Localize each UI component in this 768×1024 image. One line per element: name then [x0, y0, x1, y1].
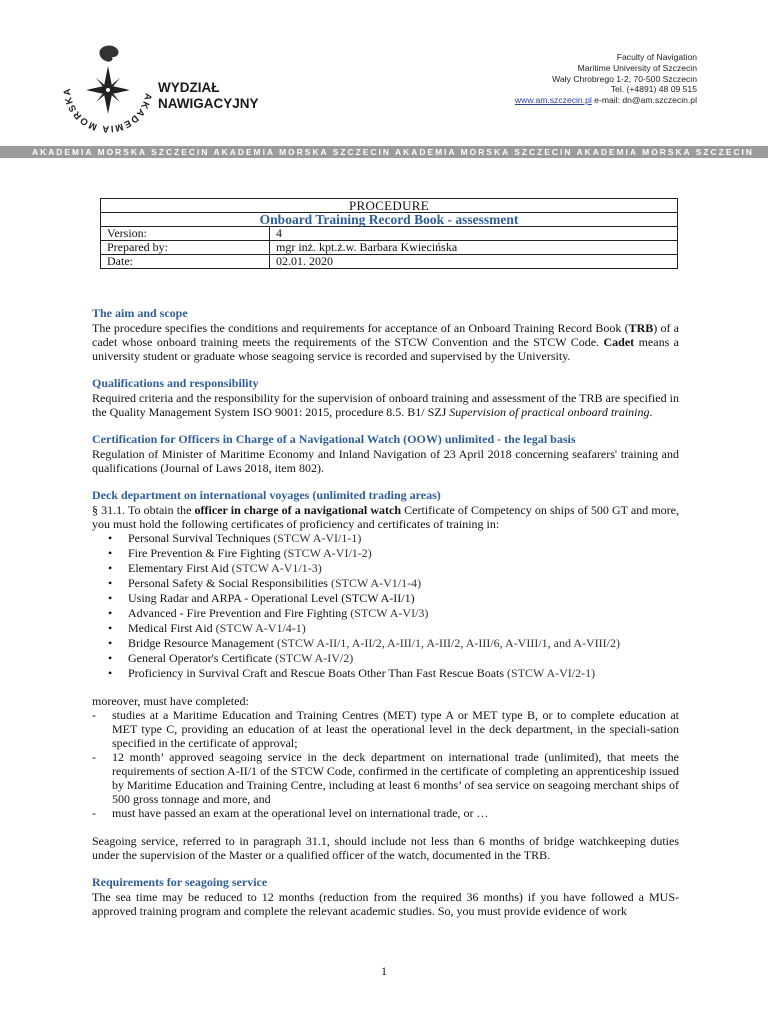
- university-logo: [62, 40, 262, 135]
- list-item: • Advanced - Fire Prevention and Fire Fighting (STCW A-VI/3): [128, 606, 679, 621]
- row-label: Version:: [101, 227, 270, 241]
- qualifications-heading: Qualifications and responsibility: [92, 376, 259, 390]
- requirements-paragraph: The sea time may be reduced to 12 months (reduction from the required 36 months) if you have followed a MUS-approved training program and complete the relevant academic studies. So, you must provide evidence of work: [92, 890, 679, 918]
- page-number: 1: [381, 964, 387, 978]
- moreover-line: moreover, must have completed:: [92, 694, 249, 708]
- aim-paragraph: The procedure specifies the conditions and requirements for acceptance of an Onboard Training Record Book (TRB) of a cadet whose onboard training meets the requirements of the STCW Convention and the STCW Code. Cadet means a university student or graduate whose seagoing service is recorded and supervised by the University.: [92, 321, 680, 363]
- list-item: • Bridge Resource Management (STCW A-II/1, A-II/2, A-III/1, A-III/2, A-III/6, A-VIII/1, and A-VIII/2): [128, 636, 679, 651]
- list-item: • Elementary First Aid (STCW A-V1/1-3): [128, 561, 679, 576]
- row-value: 02.01. 2020: [270, 255, 678, 269]
- list-item: • Personal Safety & Social Responsibilities (STCW A-V1/1-4): [128, 576, 679, 591]
- compass-seal-icon: [62, 40, 262, 135]
- list-item: • Personal Survival Techniques (STCW A-VI/1-1): [128, 531, 679, 546]
- list-item: • General Operator's Certificate (STCW A-IV/2): [128, 651, 679, 666]
- deck-heading: Deck department on international voyages (unlimited trading areas): [92, 488, 441, 502]
- street-address: Wały Chrobrego 1-2, 70-500 Szczecin: [552, 73, 697, 84]
- procedure-table: [100, 198, 678, 269]
- logo-line2: NAWIGACYJNY: [158, 96, 259, 111]
- header-banner: AKADEMIA MORSKA SZCZECIN AKADEMIA MORSKA SZCZECIN AKADEMIA MORSKA SZCZECIN AKADEMIA MORSKA SZCZECIN: [0, 146, 768, 158]
- email: e-mail: dn@am.szczecin.pl: [591, 95, 697, 106]
- list-item: - must have passed an exam at the operational level on international trade, or …: [92, 806, 679, 820]
- certificate-list: [92, 531, 679, 681]
- deck-paragraph: § 31.1. To obtain the officer in charge of a navigational watch Certificate of Competency on ships of 500 GT and more, you must hold the following certificates of proficiency and certificates of training in:: [92, 503, 679, 531]
- table-row: [101, 255, 678, 269]
- aim-heading: The aim and scope: [92, 306, 188, 320]
- faculty-name: Faculty of Navigation: [616, 52, 697, 62]
- document-body: [92, 306, 679, 918]
- requirements-list: [92, 708, 679, 820]
- seagoing-paragraph: Seagoing service, referred to in paragraph 31.1, should include not less than 6 months of bridge watchkeeping duties under the supervision of the Master or a qualified officer of the watch, documented in the TRB.: [92, 834, 679, 862]
- list-item: • Fire Prevention & Fire Fighting (STCW A-VI/1-2): [128, 546, 679, 561]
- list-item: • Using Radar and ARPA - Operational Level (STCW A-II/1): [128, 591, 679, 606]
- address-block: [515, 52, 697, 106]
- list-item: • Medical First Aid (STCW A-V1/4-1): [128, 621, 679, 636]
- list-item: • Proficiency in Survival Craft and Rescue Boats Other Than Fast Rescue Boats (STCW A-VI/2-1): [128, 666, 679, 681]
- row-value: mgr inż. kpt.ż.w. Barbara Kwiecińska: [270, 241, 678, 255]
- certification-heading: Certification for Officers in Charge of a Navigational Watch (OOW) unlimited - the legal basis: [92, 432, 576, 446]
- university-name: Maritime University of Szczecin: [577, 62, 697, 73]
- row-value: 4: [270, 227, 678, 241]
- table-row: [101, 241, 678, 255]
- requirements-heading: Requirements for seagoing service: [92, 875, 268, 889]
- row-label: Prepared by:: [101, 241, 270, 255]
- qualifications-paragraph: Required criteria and the responsibility for the supervision of onboard training and assessment of the TRB are specified in the Quality Management System ISO 9001: 2015, procedure 8.5. B1/ SZJ Supervision of practical onboard training.: [92, 391, 679, 419]
- list-item: - 12 month’ approved seagoing service in the deck department on international trade (unlimited), that meets the requirements of section A-II/1 of the STCW Code, confirmed in the certificate of completing an apprenticeship issued by Maritime Education and Training Centre, including at least 6 months’ of sea service on seagoing merchant ships of 500 gross tonnage and more, and: [92, 750, 679, 806]
- web-email-line: [515, 95, 697, 106]
- table-row: [101, 227, 678, 241]
- telephone: Tel. (+4891) 48 09 515: [610, 84, 697, 95]
- procedure-title: PROCEDURE: [101, 199, 678, 213]
- logo-ring-text: AKADEMIA MORSKA: [62, 87, 154, 135]
- row-label: Date:: [101, 255, 270, 269]
- website-link[interactable]: www.am.szczecin.pl: [514, 95, 592, 106]
- certification-paragraph: Regulation of Minister of Maritime Economy and Inland Navigation of 23 April 2018 concerning seafarers' training and qualifications (Journal of Laws 2018, item 802).: [92, 447, 679, 475]
- procedure-subtitle: Onboard Training Record Book - assessment: [101, 213, 678, 227]
- list-item: - studies at a Maritime Education and Training Centres (MET) type A or MET type B, or to complete education at MET type C, providing an education of at least the operational level in the deck department, in the speciali-sation specified in the certificate of approval;: [92, 708, 679, 750]
- logo-line1: WYDZIAŁ: [158, 80, 220, 95]
